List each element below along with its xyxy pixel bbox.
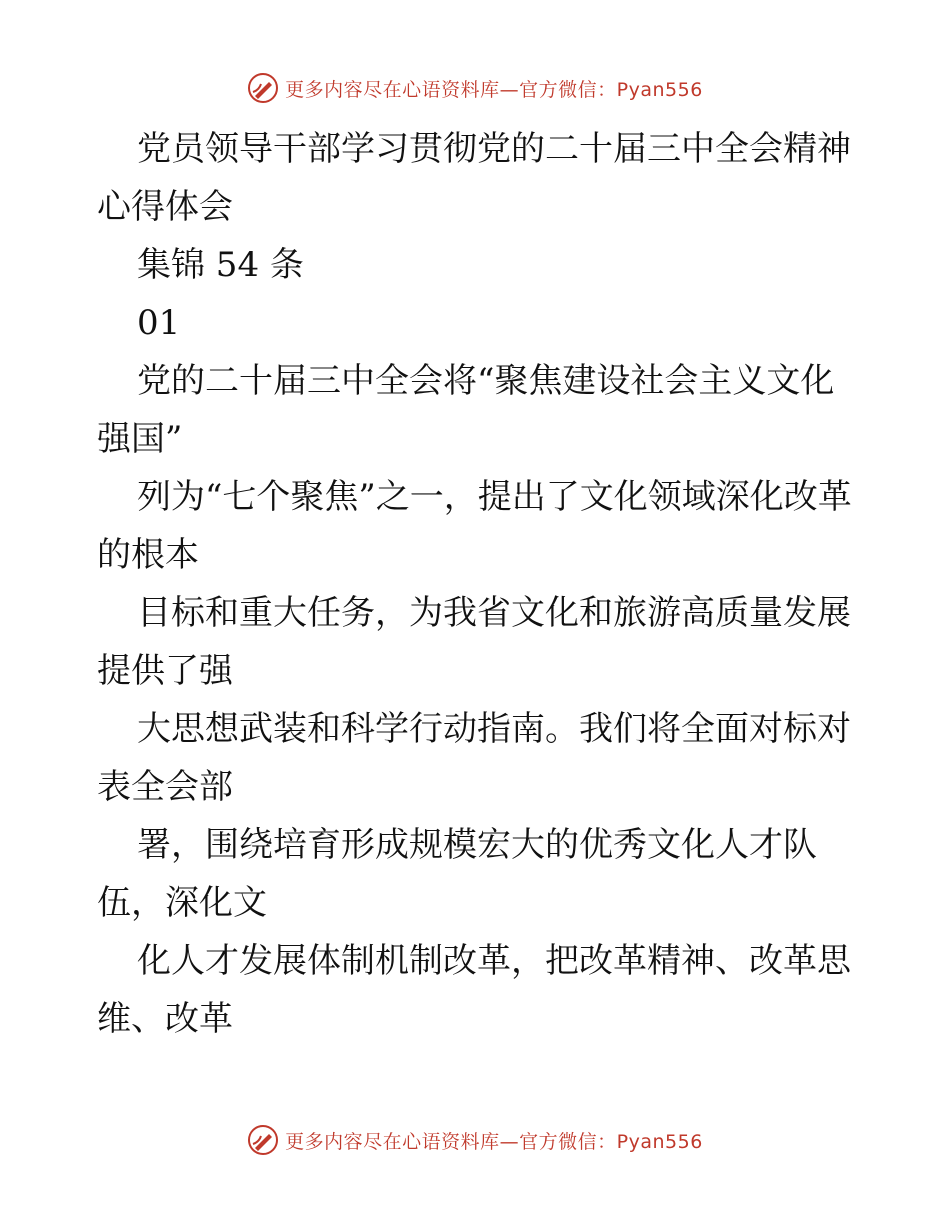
footer-watermark: [0, 1124, 950, 1156]
paragraph: 化人才发展体制机制改革，把改革精神、改革思维、改革: [97, 941, 851, 1039]
pen-logo-icon: [247, 72, 279, 104]
paragraph: 目标和重大任务，为我省文化和旅游高质量发展提供了强: [97, 593, 851, 691]
section-number: 01: [137, 303, 181, 343]
header-watermark: [0, 72, 950, 104]
watermark-text: 更多内容尽在心语资料库—官方微信：Pyan556: [285, 78, 703, 101]
title-line: 党员领导干部学习贯彻党的二十届三中全会精神心得体会: [97, 129, 851, 227]
subtitle-line: 集锦 54 条: [137, 245, 304, 285]
watermark-text: 更多内容尽在心语资料库—官方微信：Pyan556: [285, 1130, 703, 1153]
paragraph: 列为“七个聚焦”之一，提出了文化领域深化改革的根本: [97, 477, 852, 575]
pen-logo-icon: [247, 1124, 279, 1156]
paragraph: 大思想武装和科学行动指南。我们将全面对标对表全会部: [97, 709, 851, 807]
paragraph: 党的二十届三中全会将“聚焦建设社会主义文化强国”: [97, 361, 835, 459]
paragraph: 署，围绕培育形成规模宏大的优秀文化人才队伍，深化文: [97, 825, 817, 923]
document-body: [97, 120, 857, 1048]
